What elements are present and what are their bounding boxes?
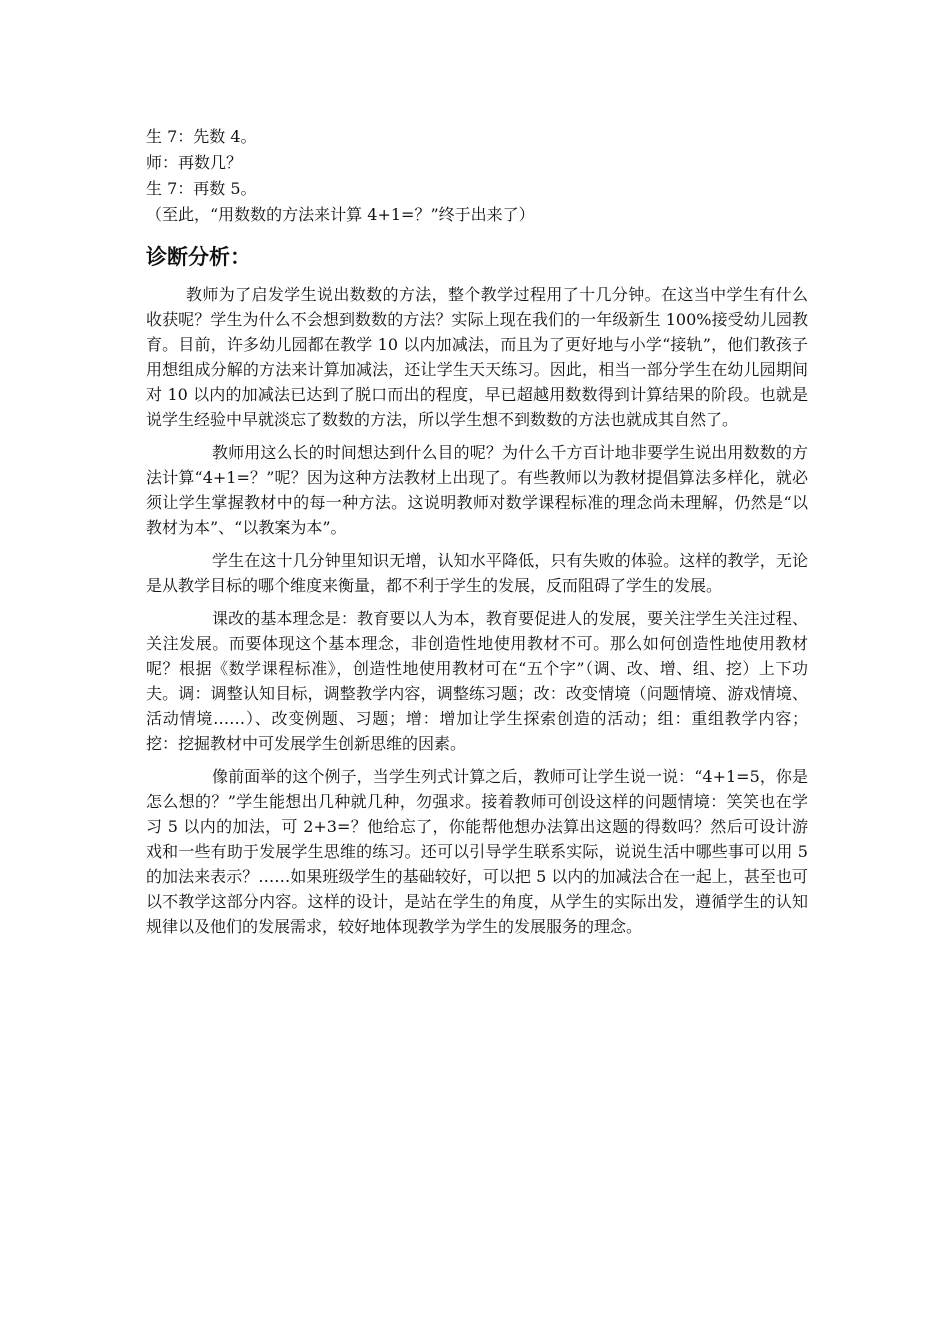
section-heading: 诊断分析： <box>146 245 251 269</box>
analysis-body <box>146 282 808 939</box>
paragraph-1: 教师为了启发学生说出数数的方法，整个教学过程用了十几分钟。在这当中学生有什么收获呢？学生为什么不会想到数数的方法？实际上现在我们的一年级新生 100%接受幼儿园教育。目前，许多幼儿园都在教学 10 以内加减法，而且为了更好地与小学“接轨”，他们教孩子用想组成分解的方法来计算加减法，还让学生天天练习。因此，相当一部分学生在幼儿园期间对 10 以内的加减法已达到了脱口而出的程度，早已超越用数数得到计算结果的阶段。也就是说学生经验中早就淡忘了数数的方法，所以学生想不到数数的方法也就成其自然了。 <box>146 285 808 429</box>
paragraph-4: 课改的基本理念是：教育要以人为本，教育要促进人的发展，要关注学生关注过程、关注发展。而要体现这个基本理念，非创造性地使用教材不可。那么如何创造性地使用教材呢？根据《数学课程标准》，创造性地使用教材可在“五个字”（调、改、增、组、挖）上下功夫。调：调整认知目标，调整教学内容，调整练习题；改：改变情境（问题情境、游戏情境、活动情境……）、改变例题、习题；增：增加让学生探索创造的活动；组：重组教学内容；挖：挖掘教材中可发展学生创新思维的因素。 <box>146 609 808 753</box>
dialogue-line-student-7-second: 生 7：再数 5。 <box>146 179 257 198</box>
paragraph-3: 学生在这十几分钟里知识无增，认知水平降低，只有失败的体验。这样的教学，无论是从教学目标的哪个维度来衡量，都不利于学生的发展，反而阻碍了学生的发展。 <box>146 551 808 595</box>
dialogue-block <box>146 124 808 228</box>
dialogue-line-teacher: 师：再数几？ <box>146 153 243 172</box>
paragraph-2: 教师用这么长的时间想达到什么目的呢？为什么千方百计地非要学生说出用数数的方法计算“4+1=？”呢？因为这种方法教材上出现了。有些教师以为教材提倡算法多样化，就必须让学生掌握教材中的每一种方法。这说明教师对数学课程标准的理念尚未理解，仍然是“以教材为本”、“以教案为本”。 <box>146 443 808 537</box>
dialogue-line-student-7: 生 7：先数 4。 <box>146 127 257 146</box>
paragraph-5: 像前面举的这个例子，当学生列式计算之后，教师可让学生说一说：“4+1=5，你是怎么想的？”学生能想出几种就几种，勿强求。接着教师可创设这样的问题情境：笑笑也在学习 5 以内的加法，可 2+3=？他给忘了，你能帮他想办法算出这题的得数吗？然后可设计游戏和一些有助于发展学生思维的练习。还可以引导学生联系实际，说说生活中哪些事可以用 5 的加法来表示？……如果班级学生的基础较好，可以把 5 以内的加减法合在一起上，甚至也可以不教学这部分内容。这样的设计，是站在学生的角度，从学生的实际出发，遵循学生的认知规律以及他们的发展需求，较好地体现教学为学生的发展服务的理念。 <box>146 767 808 936</box>
dialogue-note: （至此，“用数数的方法来计算 4+1=？”终于出来了） <box>146 205 535 224</box>
document-page <box>146 124 808 947</box>
